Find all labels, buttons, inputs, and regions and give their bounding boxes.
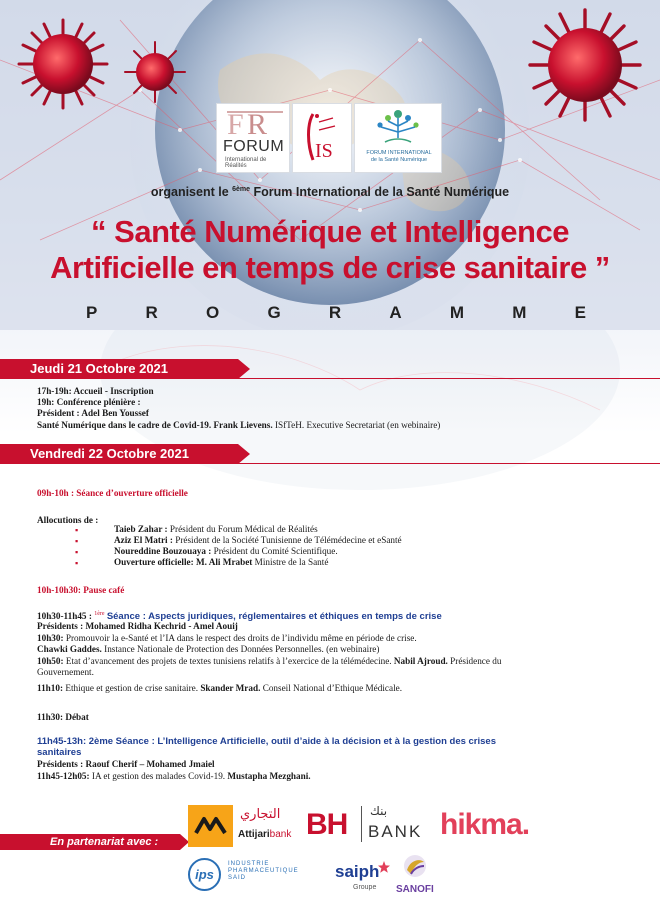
forum-logo-text: FORUM xyxy=(223,138,285,155)
attijari-name-b: bank xyxy=(269,829,292,840)
day1-heading: Jeudi 21 Octobre 2021 xyxy=(0,359,238,379)
programme-heading xyxy=(86,303,586,323)
day1-talk-org: ISfTeH. Executive Secretariat (en webinaire) xyxy=(274,420,441,430)
day1-talk xyxy=(37,420,657,431)
sanofi-logo xyxy=(392,852,442,898)
bh-bank-word: BANK xyxy=(368,822,423,841)
session2-heading-line1: 11h45-13h: 2ème Séance : L’Intelligence Artificielle, outil d’aide à la décision et à la gestion des crises xyxy=(37,736,496,747)
hikma-logo: hikma. xyxy=(440,808,530,841)
talk-speaker: Nabil Ajroud. xyxy=(393,656,448,666)
allocutions-label: Allocutions de : xyxy=(37,515,99,525)
programme-letter: O xyxy=(206,303,220,322)
attijari-mark-icon xyxy=(188,805,233,847)
is-logo-text: IS xyxy=(315,140,333,162)
allocution-item xyxy=(114,546,660,557)
session2-presidents: Présidents : Raouf Cherif – Mohamed Jmaiel xyxy=(37,759,215,769)
allocution-name: Aziz El Matri : xyxy=(114,535,173,545)
day1-talk-speaker: Frank Lievens. xyxy=(213,420,273,430)
bh-arabic: بنك xyxy=(370,804,388,818)
bullet-icon: ▪ xyxy=(75,525,79,535)
attijari-name xyxy=(238,829,291,840)
session1-sup: 1ère xyxy=(94,611,105,617)
ips-text-line1: INDUSTRIE xyxy=(228,861,270,867)
talk-title: Ethique et gestion de crise sanitaire. xyxy=(65,683,199,693)
virus-left-icon xyxy=(19,20,107,108)
fisn-logo xyxy=(354,103,442,173)
session1-talk-speaker-line xyxy=(37,644,657,655)
saiph-star-icon xyxy=(377,860,391,874)
attijari-arabic: التجاري xyxy=(240,807,281,822)
bullet-icon: ▪ xyxy=(75,547,79,557)
forum-logo-subtitle: International de Réalités xyxy=(225,157,267,169)
talk-speaker: Skander Mrad. xyxy=(200,683,261,693)
talk-org: Instance Nationale de Protection des Données Personnelles. (en webinaire) xyxy=(104,644,380,654)
attijari-name-a: Attijari xyxy=(238,829,270,840)
day1-item: Président : Adel Ben Youssef xyxy=(37,408,149,418)
session1-time: 10h30-11h45 : xyxy=(37,611,92,622)
talk-time: 11h10: xyxy=(37,683,64,693)
svg-text:R: R xyxy=(247,108,268,138)
allocution-name: Taieb Zahar : xyxy=(114,524,168,534)
svg-text:F: F xyxy=(227,108,244,138)
organizer-logos xyxy=(216,103,442,173)
session1-talk xyxy=(37,633,657,644)
programme-letter: A xyxy=(389,303,402,322)
talk-speaker: Chawki Gaddes. xyxy=(37,644,102,654)
fr-monogram-icon xyxy=(217,104,293,138)
session2-heading-line2: sanitaires xyxy=(37,747,82,758)
allocution-item xyxy=(114,524,660,535)
coffee-break: 10h-10h30: Pause café xyxy=(37,585,125,595)
bullet-icon: ▪ xyxy=(75,558,79,568)
talk-speaker: Mustapha Mezghani. xyxy=(227,771,311,781)
day1-talk-title: Santé Numérique dans le cadre de Covid-19. xyxy=(37,420,212,430)
talk-org: Conseil National d’Ethique Médicale. xyxy=(262,683,402,693)
session1-talk xyxy=(37,656,657,667)
saiph-name: saiph xyxy=(335,862,380,881)
tree-people-icon xyxy=(355,104,441,150)
talk-time: 10h30: xyxy=(37,633,64,643)
session1-talk xyxy=(37,683,657,694)
bh-logo: BH xyxy=(306,808,348,841)
organisent-pre: organisent le xyxy=(150,185,229,199)
session1-title: Séance : Aspects juridiques, réglementaires et éthiques en temps de crise xyxy=(106,611,442,623)
allocution-role: Président de la Société Tunisienne de Télémédecine et eSanté xyxy=(175,535,402,545)
programme-letter: R xyxy=(328,303,342,322)
fisn-logo-subtitle xyxy=(361,150,437,164)
event-title-line2: Artificielle en temps de crise sanitaire ” xyxy=(50,250,610,285)
talk-time: 10h50: xyxy=(37,656,64,666)
session1-presidents: Présidents : Mohamed Ridha Kechrid - Amel Aouij xyxy=(37,621,238,631)
allocution-name: Noureddine Bouzouaya : xyxy=(114,546,212,556)
allocution-item xyxy=(114,557,660,568)
fisn-logo-line1: FORUM INTERNATIONAL xyxy=(366,150,432,156)
organisers-line xyxy=(0,185,660,199)
session2-talk xyxy=(37,771,657,782)
allocution-item xyxy=(114,535,660,546)
programme-letter: M xyxy=(449,303,465,322)
partners-heading: En partenariat avec : xyxy=(0,834,180,850)
allocution-role: Président du Forum Médical de Réalités xyxy=(169,524,318,534)
bullet-icon: ▪ xyxy=(75,536,79,546)
ips-text xyxy=(228,861,299,882)
day2-heading: Vendredi 22 Octobre 2021 xyxy=(0,444,238,464)
programme-letter: R xyxy=(145,303,158,322)
sanofi-name: SANOFI xyxy=(396,884,434,895)
bh-divider xyxy=(361,806,362,842)
talk-time: 11h45-12h05: xyxy=(37,771,90,781)
talk-title: Promouvoir la e-Santé et l’IA dans le respect des droits de l’individu même en période de crise. xyxy=(65,633,417,643)
ips-logo xyxy=(188,856,318,894)
fisn-logo-line2: de la Santé Numérique xyxy=(370,157,428,163)
forum-realites-logo xyxy=(216,103,290,173)
programme-letter: P xyxy=(86,303,98,322)
allocution-role: Président du Comité Scientifique. xyxy=(213,546,338,556)
event-title xyxy=(0,214,660,286)
organisent-post: Forum International de la Santé Numérique xyxy=(253,185,510,199)
allocution-name: Ouverture officielle: M. Ali Mrabet xyxy=(114,557,253,567)
allocution-role: Ministre de la Santé xyxy=(254,557,329,567)
talk-title: IA et gestion des malades Covid-19. xyxy=(91,771,226,781)
ips-text-line3: SAID xyxy=(228,875,247,881)
debate: 11h30: Débat xyxy=(37,712,89,722)
talk-org: Présidence du xyxy=(450,656,502,666)
is-logo xyxy=(292,103,352,173)
programme-letter: M xyxy=(512,303,527,322)
ips-mark-icon: ips xyxy=(188,858,221,891)
saiph-logo xyxy=(335,860,395,896)
saiph-sub: Groupe xyxy=(353,884,377,891)
virus-right-icon xyxy=(530,10,640,120)
programme-letter: G xyxy=(267,303,281,322)
talk-org-continued: Gouvernement. xyxy=(37,667,94,677)
day1-item: 17h-19h: Accueil - Inscription xyxy=(37,386,154,396)
ips-text-line2: PHARMACEUTIQUE xyxy=(228,868,299,874)
sanofi-bird-icon xyxy=(402,852,428,882)
talk-title: Etat d’avancement des projets de textes tunisiens relatifs à l’exercice de la télémédecine. xyxy=(65,656,392,666)
programme-letter: E xyxy=(574,303,586,322)
edition-sup: 6ème xyxy=(232,185,251,193)
virus-small-icon xyxy=(125,42,185,102)
event-title-line1: “ Santé Numérique et Intelligence xyxy=(91,214,569,249)
opening-session: 09h-10h : Séance d’ouverture officielle xyxy=(37,488,188,498)
day1-item: 19h: Conférence plénière : xyxy=(37,397,141,407)
